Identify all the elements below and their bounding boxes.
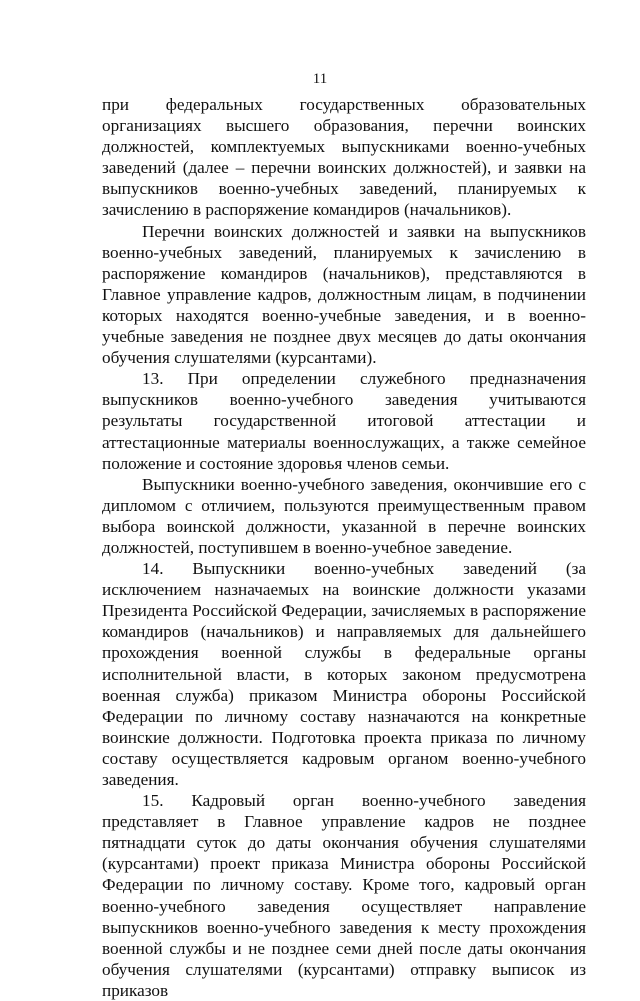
document-body	[102, 94, 586, 1001]
paragraph-item-13: 13. При определении служебного предназначения выпускников военно-учебного заведения учитываются результаты государственной итоговой аттестации и аттестационные материалы военнослужащих, а также семейное положение и состояние здоровья членов семьи.	[102, 369, 586, 473]
paragraph-item-14: 14. Выпускники военно-учебных заведений (за исключением назначаемых на воинские должности указами Президента Российской Федерации, зачисляемых в распоряжение командиров (начальников) и направляемых для дальнейшего прохождения военной службы в федеральные органы исполнительной власти, в которых законом предусмотрена военная служба) приказом Министра обороны Российской Федерации по личному составу назначаются на конкретные воинские должности. Подготовка проекта приказа по личному составу осуществляется кадровым органом военно-учебного заведения.	[102, 559, 586, 789]
paragraph-lists-and-requests: Перечни воинских должностей и заявки на выпускников военно-учебных заведений, планируемых к зачислению в распоряжение командиров (начальников), представляются в Главное управление кадров, должностным лицам, в подчинении которых находятся военно-учебные заведения, и в военно-учебные заведения не позднее двух месяцев до даты окончания обучения слушателями (курсантами).	[102, 221, 586, 368]
paragraph-honors-graduates: Выпускники военно-учебного заведения, окончившие его с дипломом с отличием, пользуются преимущественным правом выбора воинской должности, указанной в перечне воинских должностей, поступившем в военно-учебное заведение.	[102, 474, 586, 557]
page-number: 11	[312, 71, 328, 87]
paragraph-item-15: 15. Кадровый орган военно-учебного заведения представляет в Главное управление кадров не позднее пятнадцати суток до даты окончания обучения слушателями (курсантами) проект приказа Министра обороны Российской Федерации по личному составу. Кроме того, кадровый орган военно-учебного заведения осуществляет направление выпускников военно-учебного заведения к месту прохождения военной службы и не позднее семи дней после даты окончания обучения слушателями (курсантами) отправку выписок из приказов	[102, 791, 586, 1000]
paragraph-continuation: при федеральных государственных образовательных организациях высшего образования, перечни воинских должностей, комплектуемых выпускниками военно-учебных заведений (далее – перечни воинских должностей), и заявки на выпускников военно-учебных заведений, планируемых к зачислению в распоряжение командиров (начальников).	[102, 95, 586, 220]
